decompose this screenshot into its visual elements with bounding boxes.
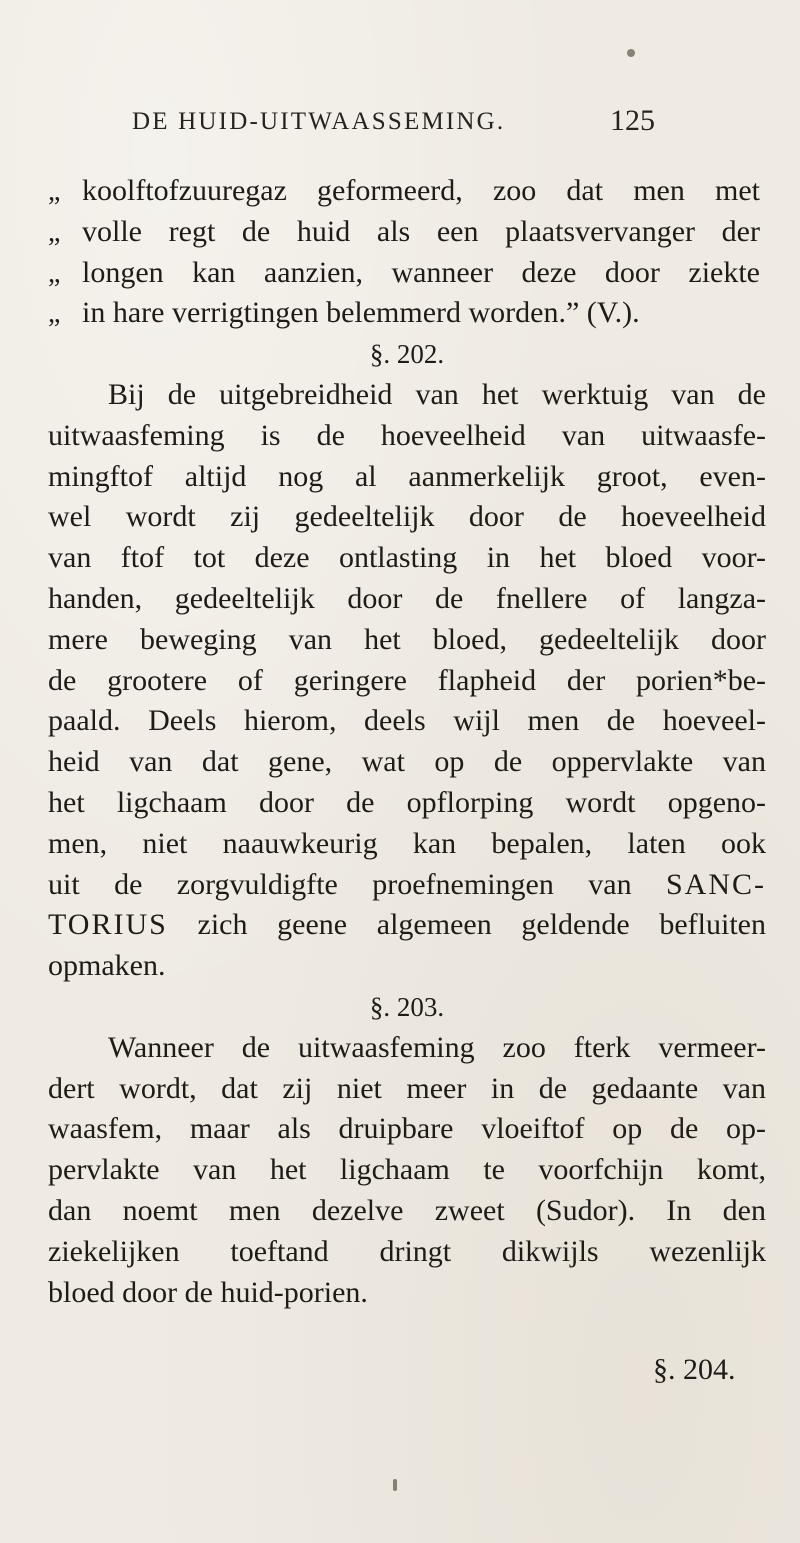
paragraph-202-line-14 — [48, 905, 766, 946]
quoted-line-3 — [48, 253, 766, 294]
paragraph-203-line-5: dan noemt men dezelve zweet (Sudor). In den — [48, 1193, 766, 1227]
paragraph-202-line-7: mere beweging van het bloed, gedeeltelijk door — [48, 622, 766, 656]
paragraph-text: zich geene algemeen geldende befluiten — [197, 908, 766, 942]
quoted-text: volle regt de huid als een plaatsvervanger der — [82, 214, 760, 248]
quoted-text: longen kan aanzien, wanneer deze door ziekte — [82, 255, 760, 289]
paragraph-202-line-10: heid van dat gene, wat op de oppervlakte van — [48, 745, 766, 779]
author-name: TORIUS — [48, 908, 168, 942]
section-heading-202: §. 202. — [369, 339, 445, 370]
quoted-line-2 — [48, 212, 766, 253]
catchword: §. 204. — [653, 1353, 736, 1386]
section-heading-203: §. 203. — [369, 991, 445, 1022]
paragraph-202-line-4: wel wordt zij gedeeltelijk door de hoeveelheid — [48, 500, 766, 534]
paragraph-202-line-1: Bij de uitgebreidheid van het werktuig van de — [108, 377, 766, 411]
paragraph-202-line-6: handen, gedeeltelijk door de fnellere of langza- — [48, 581, 766, 615]
paragraph-202-line-2: uitwaasfeming is de hoeveelheid van uitwaasfe- — [48, 418, 766, 452]
quoted-line-4 — [48, 293, 766, 334]
paragraph-202-line-9: paald. Deels hierom, deels wijl men de hoeveel- — [48, 704, 766, 738]
quotation-mark: „ — [48, 216, 61, 248]
quoted-text: in hare verrigtingen belemmerd worden.” (V.). — [82, 296, 640, 330]
page-number: 125 — [610, 104, 655, 137]
paragraph-203-line-3: waasfem, maar als druipbare vloeiftof op de op- — [48, 1112, 766, 1146]
paragraph-202-line-11: het ligchaam door de opflorping wordt opgeno- — [48, 785, 766, 819]
quotation-mark: „ — [48, 176, 61, 207]
paragraph-202-line-8: de grootere of geringere flapheid der porien*be- — [48, 663, 766, 697]
page-header — [0, 96, 800, 146]
author-name: SANC- — [665, 867, 766, 901]
paragraph-203-line-2: dert wordt, dat zij niet meer in de gedaante van — [48, 1071, 766, 1105]
quotation-mark: „ — [48, 298, 61, 330]
paragraph-202-line-5: van ftof tot deze ontlasting in het bloed voor- — [48, 541, 766, 575]
paragraph-text: uit de zorgvuldigfte proefnemingen van — [48, 867, 632, 901]
paragraph-203-line-1: Wanneer de uitwaasfeming zoo fterk vermeer- — [108, 1030, 766, 1064]
running-head: DE HUID-UITWAASSEMING. — [132, 108, 506, 135]
quoted-text: koolftofzuuregaz geformeerd, zoo dat men met — [82, 174, 760, 207]
page-text — [48, 171, 766, 1313]
print-mark — [393, 1479, 397, 1491]
quoted-line-1 — [48, 171, 766, 212]
paragraph-202-line-12: men, niet naauwkeurig kan bepalen, laten ook — [48, 826, 766, 860]
paragraph-203-line-6: ziekelijken toeftand dringt dikwijls wezenlijk — [48, 1234, 766, 1268]
paragraph-203-line-4: pervlakte van het ligchaam te voorfchijn komt, — [48, 1153, 766, 1187]
paragraph-202-line-13 — [48, 865, 766, 906]
paragraph-203-line-7: bloed door de huid-porien. — [48, 1275, 368, 1309]
paragraph-202-line-3: mingftof altijd nog al aanmerkelijk groot, even- — [48, 459, 766, 493]
paper-speck — [627, 49, 635, 57]
paragraph-202-line-15: opmaken. — [48, 949, 166, 983]
quotation-mark: „ — [48, 257, 61, 289]
